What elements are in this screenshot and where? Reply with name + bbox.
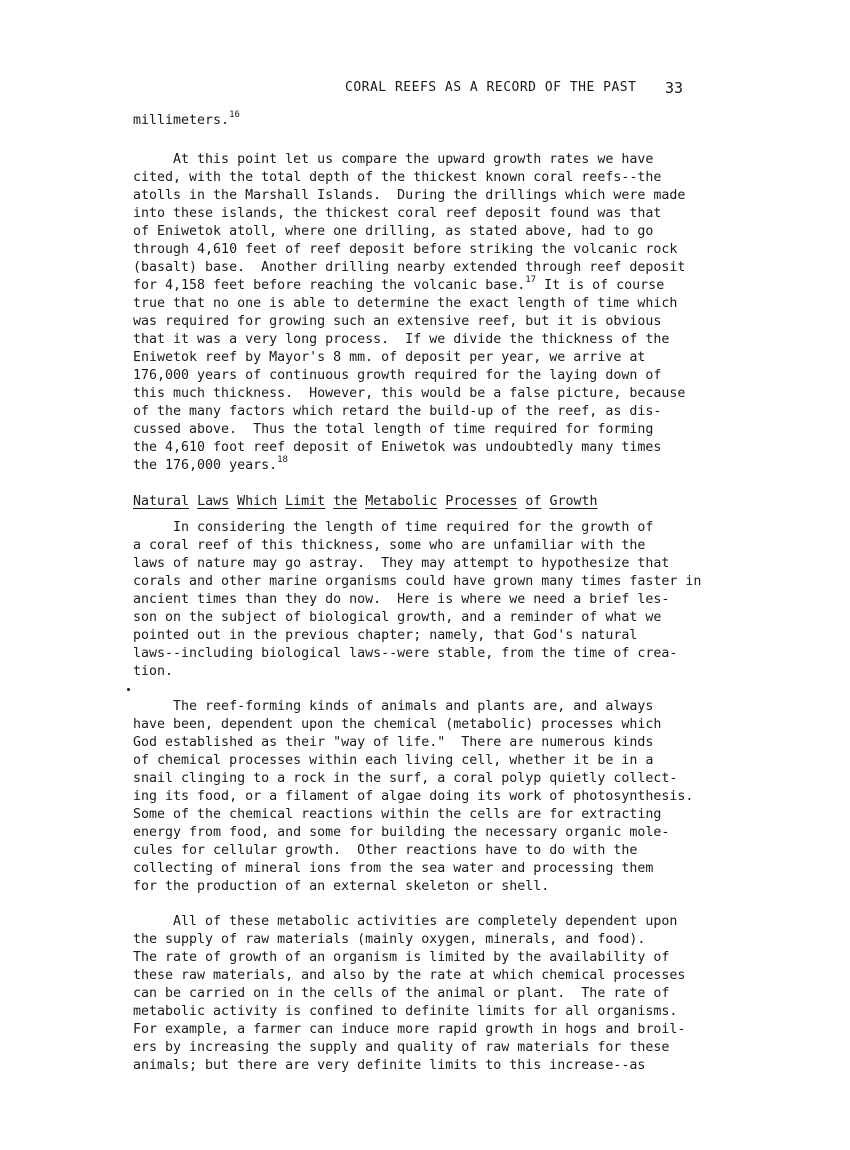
text-line: through 4,610 feet of reef deposit before striking the volcanic rock (133, 242, 678, 257)
text-line: For example, a farmer can induce more rapid growth in hogs and broil- (133, 1022, 686, 1037)
text-line: cules for cellular growth. Other reactions have to do with the (133, 843, 638, 858)
text-line: laws--including biological laws--were stable, from the time of crea- (133, 646, 678, 661)
text-line: At this point let us compare the upward growth rates we have (133, 152, 654, 167)
text-line: laws of nature may go astray. They may attempt to hypothesize that (133, 556, 670, 571)
text-line-part: for 4,158 feet before reaching the volcanic base. (133, 278, 526, 293)
heading-word: Growth (549, 494, 598, 509)
heading-word: Processes (445, 494, 518, 509)
heading-word: of (525, 494, 542, 509)
page-number: 33 (665, 79, 684, 97)
text-line-with-footnote (133, 275, 665, 293)
text-line: All of these metabolic activities are completely dependent upon (133, 914, 678, 929)
text-line: for the production of an external skeleton or shell. (133, 879, 550, 894)
text-line: collecting of mineral ions from the sea water and processing them (133, 861, 654, 876)
text-line-part: the 176,000 years. (133, 458, 278, 473)
text-line: (basalt) base. Another drilling nearby extended through reef deposit (133, 260, 686, 275)
text-line: true that no one is able to determine the exact length of time which (133, 296, 678, 311)
text-line: tion. (133, 664, 174, 679)
heading-word: Metabolic (365, 494, 438, 509)
text-line: snail clinging to a rock in the surf, a coral polyp quietly collect- (133, 771, 678, 786)
stray-dot-mark (127, 688, 130, 691)
text-line: this much thickness. However, this would be a false picture, because (133, 386, 686, 401)
text-line: ancient times than they do now. Here is where we need a brief les- (133, 592, 670, 607)
text-line: a coral reef of this thickness, some who are unfamiliar with the (133, 538, 646, 553)
text-line: animals; but there are very definite limits to this increase--as (133, 1058, 646, 1073)
text-line: Eniwetok reef by Mayor's 8 mm. of deposit per year, we arrive at (133, 350, 646, 365)
footnote-marker: 18 (277, 455, 288, 465)
text-line: was required for growing such an extensive reef, but it is obvious (133, 314, 662, 329)
text-line: metabolic activity is confined to definite limits for all organisms. (133, 1004, 678, 1019)
text-line: cussed above. Thus the total length of time required for forming (133, 422, 654, 437)
text-line: energy from food, and some for building the necessary organic mole- (133, 825, 670, 840)
text-line: The rate of growth of an organism is limited by the availability of (133, 950, 670, 965)
text-line: God established as their "way of life." There are numerous kinds (133, 735, 654, 750)
text-line: ing its food, or a filament of algae doing its work of photosynthesis. (133, 789, 694, 804)
text-line: that it was a very long process. If we divide the thickness of the (133, 332, 670, 347)
text-line: the supply of raw materials (mainly oxygen, minerals, and food). (133, 932, 646, 947)
intro-text: millimeters. (133, 113, 230, 128)
heading-word: Natural (133, 494, 190, 509)
text-line: have been, dependent upon the chemical (metabolic) processes which (133, 717, 662, 732)
text-line: into these islands, the thickest coral reef deposit found was that (133, 206, 662, 221)
text-line: ers by increasing the supply and quality of raw materials for these (133, 1040, 670, 1055)
text-line: atolls in the Marshall Islands. During the drillings which were made (133, 188, 686, 203)
text-line: 176,000 years of continuous growth required for the laying down of (133, 368, 662, 383)
text-line: corals and other marine organisms could have grown many times faster in (133, 574, 702, 589)
heading-word: Which (237, 494, 278, 509)
running-title: CORAL REEFS AS A RECORD OF THE PAST (345, 80, 637, 95)
text-line: the 4,610 foot reef deposit of Eniwetok was undoubtedly many times (133, 440, 662, 455)
text-line: these raw materials, and also by the rate at which chemical processes (133, 968, 686, 983)
text-line-with-footnote (133, 455, 288, 473)
text-line: of the many factors which retard the build-up of the reef, as dis- (133, 404, 662, 419)
section-heading (133, 495, 597, 508)
heading-word: Laws (197, 494, 230, 509)
footnote-marker: 16 (229, 110, 240, 120)
running-header (0, 80, 850, 100)
heading-word: the (333, 494, 358, 509)
text-line: pointed out in the previous chapter; namely, that God's natural (133, 628, 638, 643)
text-line: of Eniwetok atoll, where one drilling, as stated above, had to go (133, 224, 654, 239)
intro-line (133, 110, 240, 128)
text-line: In considering the length of time required for the growth of (133, 520, 654, 535)
heading-word: Limit (285, 494, 326, 509)
text-line: son on the subject of biological growth, and a reminder of what we (133, 610, 662, 625)
text-line: Some of the chemical reactions within the cells are for extracting (133, 807, 662, 822)
text-line: of chemical processes within each living cell, whether it be in a (133, 753, 654, 768)
text-line: can be carried on in the cells of the animal or plant. The rate of (133, 986, 670, 1001)
text-line: The reef-forming kinds of animals and plants are, and always (133, 699, 654, 714)
footnote-marker: 17 (525, 275, 537, 285)
text-line-part: It is of course (536, 278, 665, 293)
text-line: cited, with the total depth of the thickest known coral reefs--the (133, 170, 662, 185)
